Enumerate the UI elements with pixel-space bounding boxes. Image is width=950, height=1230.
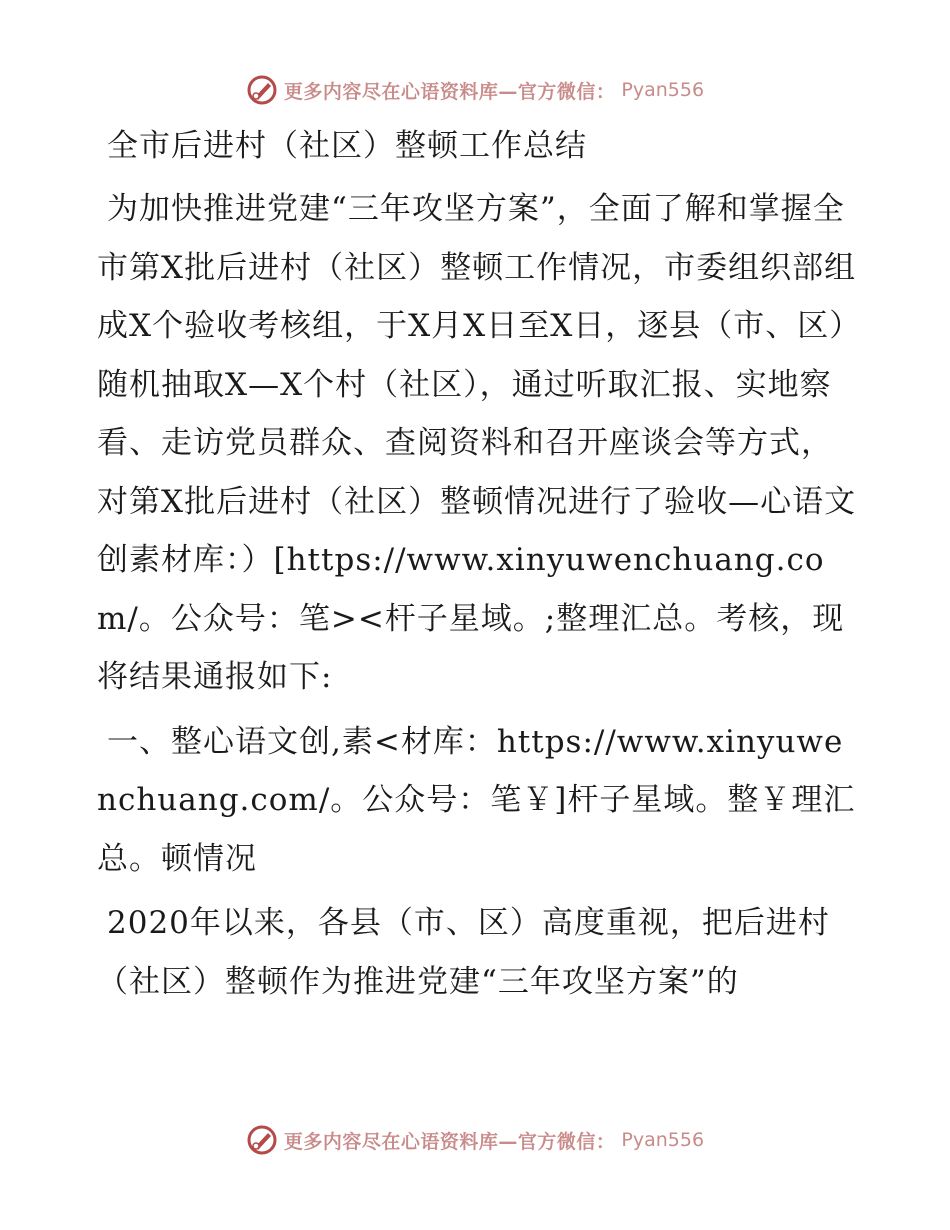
watermark-contact: Pyan556 [621,79,705,101]
footer-watermark [0,1120,950,1160]
paragraph-2020: 2020年以来，各县（市、区）高度重视，把后进村（社区）整顿作为推进党建“三年攻坚方案”的 [97,905,830,1000]
pen-seal-logo-icon [246,74,278,106]
paragraph-section-one: 一、整心语文创,素<材库：https://www.xinyuwenchuang.com/。公众号：笔￥]杆子星域。整￥理汇总。顿情况 [97,723,856,877]
header-watermark [0,70,950,110]
pen-seal-logo-icon [246,1124,278,1156]
watermark-contact: Pyan556 [621,1129,705,1151]
paragraph-intro: 为加快推进党建“三年攻坚方案”，全面了解和掌握全市第X批后进村（社区）整顿工作情况，市委组织部组成X个验收考核组，于X月X日至X日，逐县（市、区）随机抽取X—X个村（社区），通过听取汇报、实地察看、走访党员群众、查阅资料和召开座谈会等方式，对第X批后进村（社区）整顿情况进行了验收—心语文创素材库：）[https://www.xinyuwenchuang.com/。公众号：笔><杆子星域。;整理汇总。考核，现将结果通报如下: [97,191,857,695]
watermark-text: 更多内容尽在心语资料库—官方微信： [283,1130,616,1153]
watermark-text: 更多内容尽在心语资料库—官方微信： [283,80,616,103]
document-title: 全市后进村（社区）整顿工作总结 [107,128,587,164]
document-body [97,118,857,1011]
